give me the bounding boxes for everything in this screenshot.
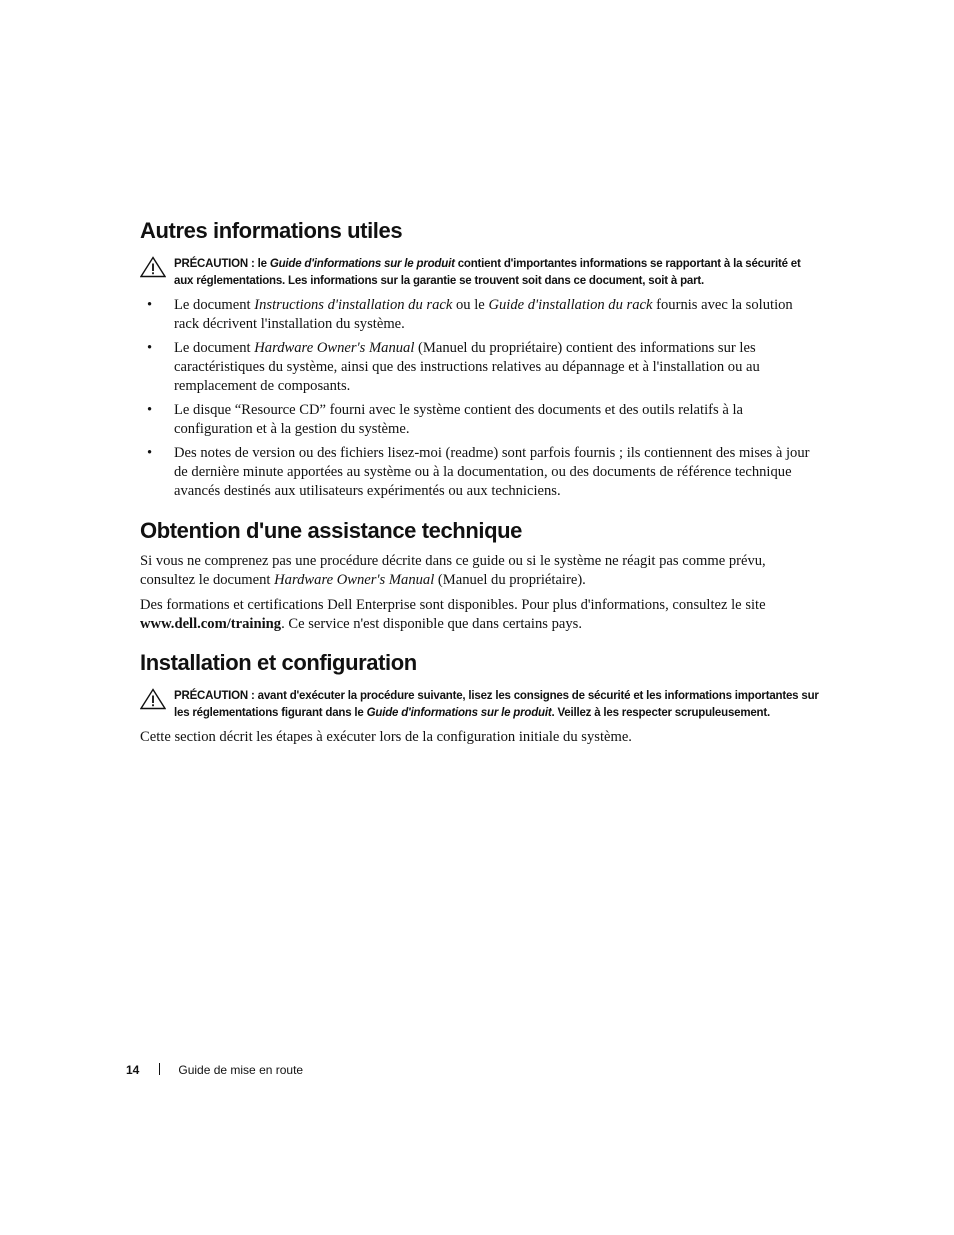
caution-doc-title: Guide d'informations sur le produit xyxy=(366,707,552,719)
bullet-mark: • xyxy=(147,297,153,313)
footer-doc-title: Guide de mise en route xyxy=(178,1063,304,1077)
page-number: 14 xyxy=(126,1063,140,1077)
paragraph-text: Des formations et certifications Dell Enterprise sont disponibles. Pour plus d'informations, consultez le site xyxy=(140,597,766,613)
caution-label: PRÉCAUTION : xyxy=(174,690,258,702)
paragraph-text: . Ce service n'est disponible que dans certains pays. xyxy=(281,616,582,632)
doc-title: Hardware Owner's Manual xyxy=(274,572,435,588)
support-paragraph xyxy=(140,552,820,590)
caution-text: avant d'exécuter la procédure suivante, lisez les consignes de sécurité et les informations importantes sur les réglementations figurant dans le xyxy=(174,690,819,719)
bullet-mark: • xyxy=(147,340,153,356)
doc-title: Hardware Owner's Manual xyxy=(254,340,415,356)
paragraph-text: (Manuel du propriétaire). xyxy=(434,572,586,588)
list-item xyxy=(140,339,820,396)
section-title-other-info: Autres informations utiles xyxy=(140,218,403,243)
caution-text: le xyxy=(257,258,270,270)
warning-triangle-icon xyxy=(140,256,166,278)
list-item-text: Le document xyxy=(174,340,255,356)
paragraph-text: Si vous ne comprenez pas une procédure décrite dans ce guide ou si le système ne réagit pas comme prévu, consultez le document xyxy=(140,553,766,588)
list-item-text: fournis avec la solution rack décrivent l'installation du système. xyxy=(174,297,793,332)
install-intro-paragraph: Cette section décrit les étapes à exécuter lors de la configuration initiale du système. xyxy=(140,729,632,745)
warning-triangle-icon xyxy=(140,688,166,710)
bullet-mark: • xyxy=(147,402,153,418)
list-item xyxy=(140,444,820,501)
page-footer xyxy=(126,1061,303,1079)
bullet-mark: • xyxy=(147,445,153,461)
list-item-text: ou le xyxy=(452,297,489,313)
training-paragraph xyxy=(140,596,820,634)
list-item-text: Le disque “Resource CD” fourni avec le système contient des documents et des outils relatifs à la configuration et à la gestion du système. xyxy=(174,402,743,437)
caution-note-safety xyxy=(140,688,820,722)
list-item xyxy=(140,296,820,334)
section-title-tech-support: Obtention d'une assistance technique xyxy=(140,518,523,543)
page-content xyxy=(140,216,820,747)
training-url[interactable]: www.dell.com/training xyxy=(140,616,282,632)
caution-note-product-info xyxy=(140,256,820,290)
doc-title: Guide d'installation du rack xyxy=(488,297,653,313)
footer-divider xyxy=(159,1063,160,1075)
caution-text: . Veillez à les respecter scrupuleusement. xyxy=(551,707,771,719)
caution-text: contient d'importantes informations se rapportant à la sécurité et aux réglementations. Les informations sur la garantie se trouvent soit dans ce document, soit à part. xyxy=(174,258,801,287)
caution-label: PRÉCAUTION : xyxy=(174,258,258,270)
list-item-text: (Manuel du propriétaire) contient des informations sur les caractéristiques du système, ainsi que des instructions relatives au dépannage et à l'installation ou au remplacement de composants. xyxy=(174,340,760,394)
list-item-text: Le document xyxy=(174,297,255,313)
section-title-install-config: Installation et configuration xyxy=(140,650,417,675)
doc-title: Instructions d'installation du rack xyxy=(254,297,453,313)
list-item xyxy=(140,401,820,439)
list-item-text: Des notes de version ou des fichiers lisez-moi (readme) sont parfois fournis ; ils contiennent des mises à jour de dernière minute apportées au système ou à la documentation, ou des documents de référence technique avancés destinés aux utilisateurs expérimentés ou aux techniciens. xyxy=(174,445,810,499)
doc-resources-list xyxy=(140,296,820,501)
caution-doc-title: Guide d'informations sur le produit xyxy=(269,258,455,270)
